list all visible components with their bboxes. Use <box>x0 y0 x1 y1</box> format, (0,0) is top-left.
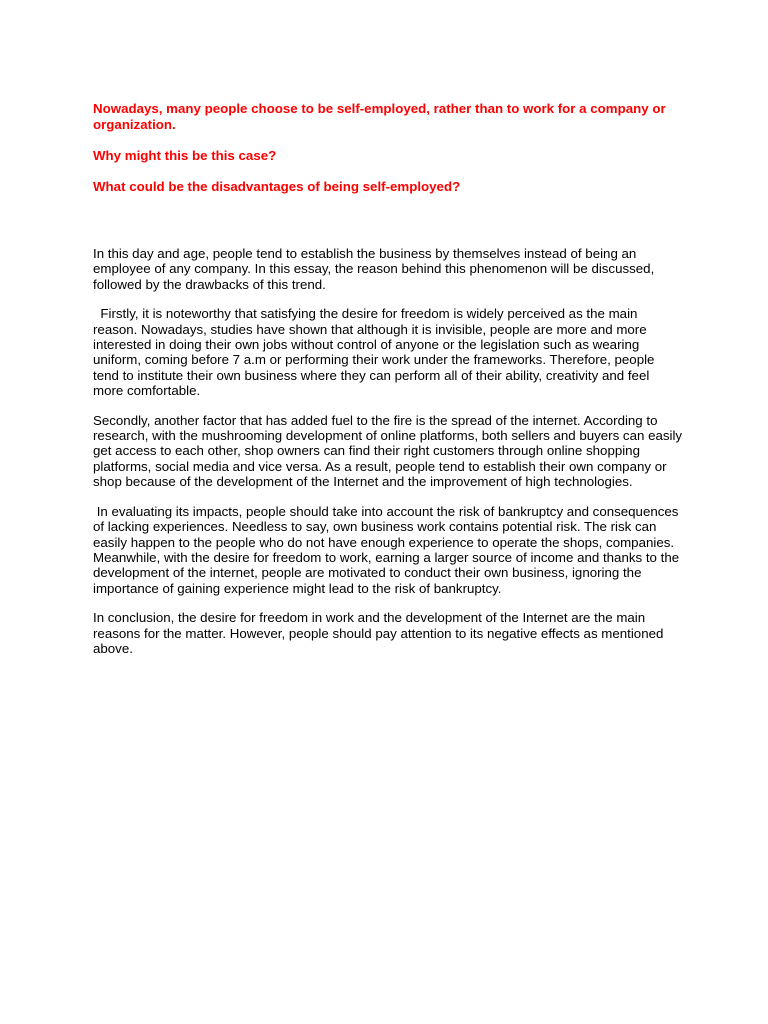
essay-paragraph-freedom: Firstly, it is noteworthy that satisfying the desire for freedom is widely perceived as the main reason. Nowadays, studies have shown that although it is invisible, people are more and more interested in doing their own jobs without control of anyone or the legislation such as wearing uniform, coming before 7 a.m or performing their work under the frameworks. Therefore, people tend to institute their own business where they can perform all of their ability, creativity and feel more comfortable. <box>93 306 659 399</box>
prompt-question-disadvantages: What could be the disadvantages of being self-employed? <box>93 179 461 194</box>
essay-paragraph-risks: In evaluating its impacts, people should take into account the risk of bankruptcy and consequences of lacking experiences. Needless to say, own business work contains potential risk. The risk can easily happen to the people who do not have enough experience to operate the shops, companies. Meanwhile, with the desire for freedom to work, earning a larger source of income and thanks to the development of the internet, people are motivated to conduct their own business, ignoring the importance of gaining experience might lead to the risk of bankruptcy. <box>93 503 683 596</box>
essay-conclusion: In conclusion, the desire for freedom in work and the development of the Internet are the main reasons for the matter. However, people should pay attention to its negative effects as mentioned above. <box>93 610 668 656</box>
prompt-statement: Nowadays, many people choose to be self-employed, rather than to work for a company or organization. <box>93 101 666 132</box>
essay-body <box>93 246 686 656</box>
essay-paragraph-internet: Secondly, another factor that has added fuel to the fire is the spread of the internet. According to research, with the mushrooming development of online platforms, both sellers and buyers can easily get access to each other, shop owners can find their right customers through online shopping platforms, social media and vice versa. As a result, people tend to establish their own company or shop because of the development of the Internet and the improvement of high technologies. <box>93 412 686 490</box>
prompt-question-reasons: Why might this be this case? <box>93 148 277 163</box>
essay-prompt <box>93 101 683 195</box>
document-page <box>93 101 686 670</box>
essay-introduction: In this day and age, people tend to establish the business by themselves instead of being an employee of any company. In this essay, the reason behind this phenomenon will be discussed, followed by the drawbacks of this trend. <box>93 246 658 292</box>
